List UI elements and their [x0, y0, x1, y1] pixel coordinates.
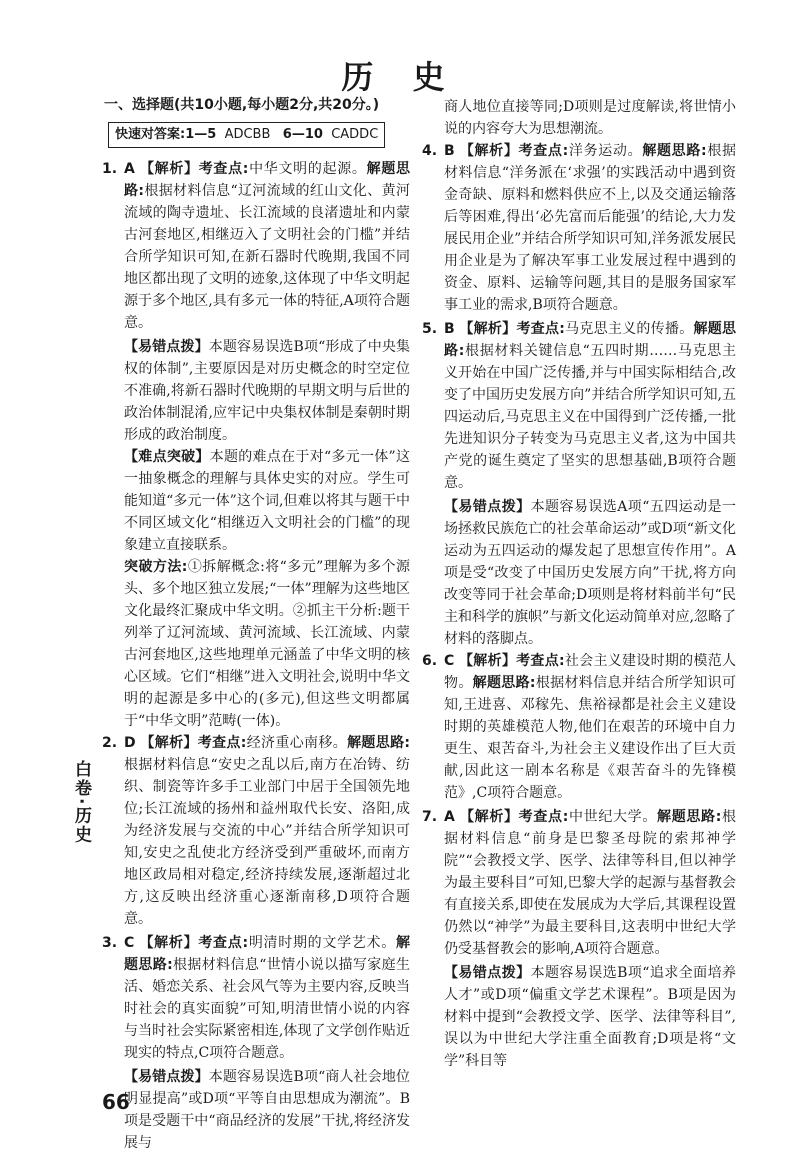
method-note-1: [104, 556, 410, 732]
error-tip-text: 本题容易误选B项“形成了中央集权的体制”,主要原因是对历史概念的时空定位不准确,将新石器时代晚期的早期文明与后世的政治体制混淆,应牢记中央集权体制是秦朝时期形成的政治制度。: [124, 339, 410, 443]
reasoning-label: 解题思路:: [347, 735, 411, 751]
analysis-label: 【解析】考查点:: [139, 935, 249, 951]
question-1: [104, 158, 410, 334]
question-number: 1.: [102, 161, 118, 177]
question-number: 5.: [422, 321, 438, 337]
reasoning-text: 根据材料信息并结合所学知识可知,王进喜、邓稼先、焦裕禄都是社会主义建设时期的英雄模范人物,他们在艰苦的环境中自力更生、艰苦奋斗,为社会主义建设作出了巨大贡献,因此这一剧本名称是《艰苦奋斗的先锋模范》,C项符合题意。: [444, 675, 737, 801]
answer-letter: D: [124, 735, 136, 751]
reasoning-text: 根据材料信息“世情小说以描写家庭生活、婚恋关系、社会风气等为主要内容,反映当时社会的真实面貌”可知,明清世情小说的内容与当时社会实际紧密相连,体现了文学创作贴近现实的特点,C项符合题意。: [124, 957, 410, 1061]
topic: 明清时期的文学艺术。: [248, 935, 396, 951]
question-number: 6.: [422, 653, 438, 669]
question-3-continued: 商人地位直接等同;D项则是过度解读,将世情小说的内容夸大为思想潮流。: [444, 99, 736, 137]
reasoning-label: 解题思路:: [124, 161, 411, 199]
quick-answer-range-2: 6—10: [282, 127, 323, 142]
analysis-label: 【解析】考查点:: [459, 143, 569, 159]
error-tip-text: 本题容易误选B项“商人社会地位明显提高”或D项“平等自由思想成为潮流”。B项是受题干中“商品经济的发展”干扰,将经济发展与: [124, 1069, 410, 1151]
error-tip-label: 【易错点拨】: [124, 339, 209, 355]
answer-letter: B: [444, 321, 455, 337]
reasoning-text: 根据材料信息“洋务派在‘求强’的实践活动中遇到资金奇缺、原料和燃料供应不上,以及交通运输落后等困难,得出‘必先富而后能强’的结论,大力发展民用企业”并结合所学知识可知,洋务派发展民用企业是为了解决军事工业发展过程中遇到的资金、原料、运输等问题,其目的是服务国家军事工业的需求,B项符合题意。: [444, 143, 737, 313]
question-number: 3.: [102, 935, 118, 951]
analysis-label: 【解析】考查点:: [459, 809, 569, 825]
side-label: 白卷·历史: [71, 760, 91, 845]
answer-letter: B: [444, 143, 455, 159]
section-heading: 一、选择题(共10小题,每小题2分,共20分。): [104, 97, 380, 113]
reasoning-text: 根据材料信息“前身是巴黎圣母院的索邦神学院”“会教授文学、医学、法律等科目,但以神学为最主要科目”可知,巴黎大学的起源与基督教会有直接关系,即使在发展成为大学后,其课程设置仍然以“神学”为最主要科目,这表明中世纪大学仍受基督教会的影响,A项符合题意。: [444, 809, 737, 957]
topic: 马克思主义的传播。: [564, 321, 694, 337]
reasoning-text: 根据材料关键信息“五四时期……马克思主义开始在中国广泛传播,并与中国实际相结合,改变了中国历史发展方向”并结合所学知识可知,五四运动后,马克思主义在中国得到广泛传播,一批先进知识分子转变为马克思主义者,这为中国共产党的诞生奠定了坚实的思想基础,B项符合题意。: [444, 343, 736, 491]
reasoning-label: 解题思路:: [472, 675, 536, 691]
difficulty-text: 本题的难点在于对“多元一体”这一抽象概念的理解与具体史实的对应。学生可能知道“多元一体”这个词,但难以将其与题干中不同区域文化“相继迈入文明社会的门槛”的现象建立直接联系。: [124, 449, 410, 553]
answer-letter: C: [124, 935, 135, 951]
method-label: 突破方法:: [124, 559, 188, 575]
analysis-label: 【解析】考查点:: [140, 735, 247, 751]
analysis-label: 【解析】考查点:: [459, 653, 565, 669]
reasoning-label: 解题思路:: [444, 321, 737, 359]
quick-answer-group-2: CADDC: [331, 127, 379, 142]
answer-letter: A: [124, 161, 135, 177]
error-tip-label: 【易错点拨】: [444, 965, 531, 981]
difficulty-note-1: [104, 446, 410, 556]
question-number: 7.: [422, 809, 438, 825]
method-text: ①拆解概念:将“多元”理解为多个源头、多个地区独立发展;“一体”理解为这些地区文化最终汇聚成中华文明。②抓主干分析:题干列举了辽河流域、黄河流域、长江流域、内蒙古河套地区,这些地理单元涵盖了中华文明的核心区域。它们“相继”进入文明社会,说明中华文明的起源是多中心的(多元),但这些文明都属于“中华文明”范畴(一体)。: [124, 559, 410, 729]
question-4: [424, 140, 736, 316]
question-6: [424, 650, 736, 804]
error-tip-7: [424, 962, 736, 1072]
answer-letter: C: [444, 653, 455, 669]
reasoning-text: 根据材料信息“安史之乱以后,南方在冶铸、纺织、制瓷等许多手工业部门中居于全国领先地位;长江流域的扬州和益州取代长安、洛阳,成为经济发展与交流的中心”并结合所学知识可知,安史之乱使北方经济受到严重破坏,而南方地区政局相对稳定,经济持续发展,逐渐超过北方,这反映出经济重心逐渐南移,D项符合题意。: [124, 757, 410, 927]
quick-answer-label: 快速对答案:: [115, 127, 186, 142]
question-number: 2.: [102, 735, 118, 751]
reasoning-label: 解题思路:: [657, 809, 722, 825]
quick-answer-group-1: ADCBB: [224, 127, 271, 142]
quick-answer-box: [108, 122, 385, 148]
question-3: [104, 932, 410, 1064]
quick-answer-range-1: 1—5: [185, 127, 217, 142]
error-tip-5: [424, 496, 736, 650]
reasoning-label: 解题思路:: [642, 143, 707, 159]
page-title: 历 史: [341, 58, 459, 96]
topic: 社会主义建设时期的模范人物。: [444, 653, 736, 691]
right-column: [424, 96, 736, 1072]
topic: 经济重心南移。: [246, 735, 348, 751]
error-tip-label: 【易错点拨】: [444, 499, 531, 515]
analysis-label: 【解析】考查点:: [459, 321, 565, 337]
question-7: [424, 806, 736, 960]
answer-letter: A: [444, 809, 455, 825]
difficulty-label: 【难点突破】: [124, 449, 210, 465]
error-tip-text: 本题容易误选B项“追求全面培养人才”或D项“偏重文学艺术课程”。B项是因为材料中提到“会教授文学、医学、法律等科目”,误以为中世纪大学注重全面教育;D项是将“文学”科目等: [444, 965, 737, 1069]
topic: 洋务运动。: [568, 143, 643, 159]
error-tip-label: 【易错点拨】: [124, 1069, 209, 1085]
question-number: 4.: [422, 143, 438, 159]
topic: 中世纪大学。: [568, 809, 658, 825]
reasoning-text: 根据材料信息“辽河流域的红山文化、黄河流域的陶寺遗址、长江流域的良渚遗址和内蒙古河套地区,相继迈入了文明社会的门槛”并结合所学知识可知,在新石器时代晚期,我国不同地区都出现了文明的迹象,这体现了中华文明起源于多个地区,具有多元一体的特征,A项符合题意。: [124, 183, 410, 331]
analysis-label: 【解析】考查点:: [139, 161, 249, 177]
page-number: 66: [102, 1090, 130, 1114]
reasoning-label: 解题思路:: [124, 935, 410, 973]
topic: 中华文明的起源。: [248, 161, 367, 177]
left-column: [104, 94, 410, 1154]
question-2: [104, 732, 410, 930]
error-tip-1: [104, 336, 410, 446]
error-tip-text: 本题容易误选A项“五四运动是一场拯救民族危亡的社会革命运动”或D项“新文化运动为五四运动的爆发起了思想宣传作用”。A项是受“改变了中国历史发展方向”干扰,将方向改变等同于社会革命;D项则是将材料前半句“民主和科学的旗帜”与新文化运动简单对应,忽略了材料的落脚点。: [444, 499, 736, 647]
error-tip-3: [104, 1066, 410, 1154]
question-5: [424, 318, 736, 494]
